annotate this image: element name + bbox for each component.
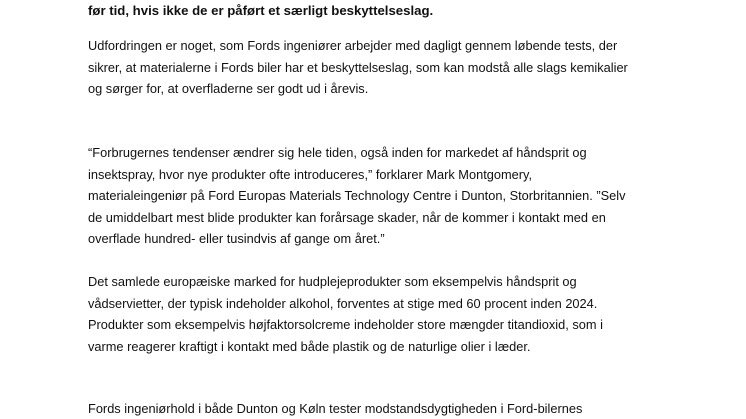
text-line: “Forbrugernes tendenser ændrer sig hele tiden, også inden for markedet af håndsprit og (88, 145, 587, 160)
paragraph-montgomery-quote (88, 142, 708, 250)
text-line: Udfordringen er noget, som Fords ingeniører arbejder med dagligt gennem løbende tests, der (88, 38, 618, 53)
text-line: sikrer, at materialerne i Fords biler har et beskyttelseslag, som kan modstå alle slags kemikalier (88, 59, 628, 75)
lead-sentence: før tid, hvis ikke de er påført et særligt beskyttelseslag. (88, 3, 434, 18)
text-line: varme reagerer kraftigt i kontakt med både plastik og de naturlige olier i læder. (88, 338, 531, 354)
text-line: Fords ingeniørhold i både Dunton og Køln tester modstandsdygtigheden i Ford-bilernes (88, 401, 583, 416)
text-line: vådservietter, der typisk indeholder alkohol, forventes at stige med 60 procent inden 2024. (88, 295, 598, 311)
text-line: overflade hundred- eller tusindvis af gange om året.” (88, 231, 385, 246)
text-line: insektspray, hvor nye produkter ofte introduceres,” forklarer Mark Montgomery, (88, 166, 533, 182)
text-line: Det samlede europæiske marked for hudplejeprodukter som eksempelvis håndsprit og (88, 274, 577, 289)
text-line: de umiddelbart mest blide produkter kan forårsage skader, når de kommer i kontakt med en (88, 209, 606, 225)
text-line: materialeingeniør på Ford Europas Materials Technology Centre i Dunton, Storbritannien. ”Selv (88, 188, 626, 203)
text-line: og sørger for, at overfladerne ser godt ud i årevis. (88, 81, 369, 96)
paragraph-testing-challenge (88, 35, 708, 100)
paragraph-market-growth (88, 271, 708, 357)
text-line: Produkter som eksempelvis højfaktorsolcreme indeholder store mængder titandioxid, som i (88, 317, 603, 332)
paragraph-engineering-teams (88, 398, 708, 419)
